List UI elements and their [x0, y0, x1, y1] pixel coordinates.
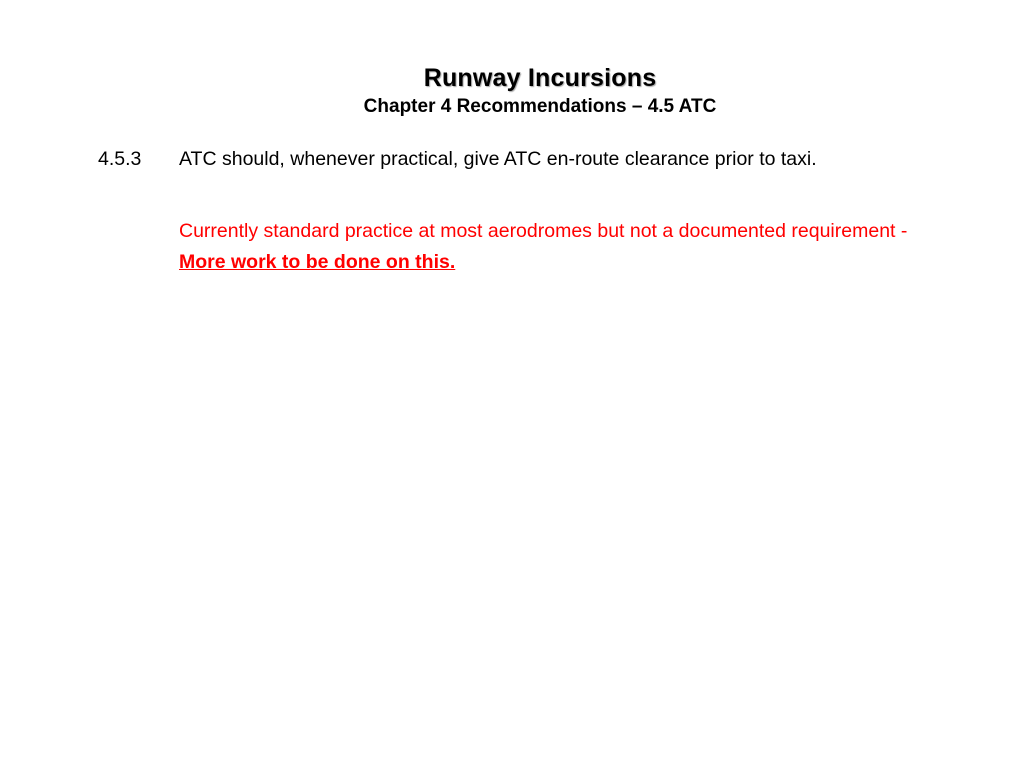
status-note-emphasis: More work to be done on this.	[179, 251, 456, 273]
status-note-text: Currently standard practice at most aerodromes but not a documented requirement -	[179, 220, 908, 242]
slide-title: Runway Incursions	[423, 64, 657, 92]
recommendation-number: 4.5.3	[98, 148, 142, 170]
slide-subtitle: Chapter 4 Recommendations – 4.5 ATC	[363, 96, 717, 117]
status-note	[179, 216, 959, 278]
title-block	[0, 62, 1024, 120]
recommendation-text: ATC should, whenever practical, give ATC en-route clearance prior to taxi.	[179, 148, 817, 170]
